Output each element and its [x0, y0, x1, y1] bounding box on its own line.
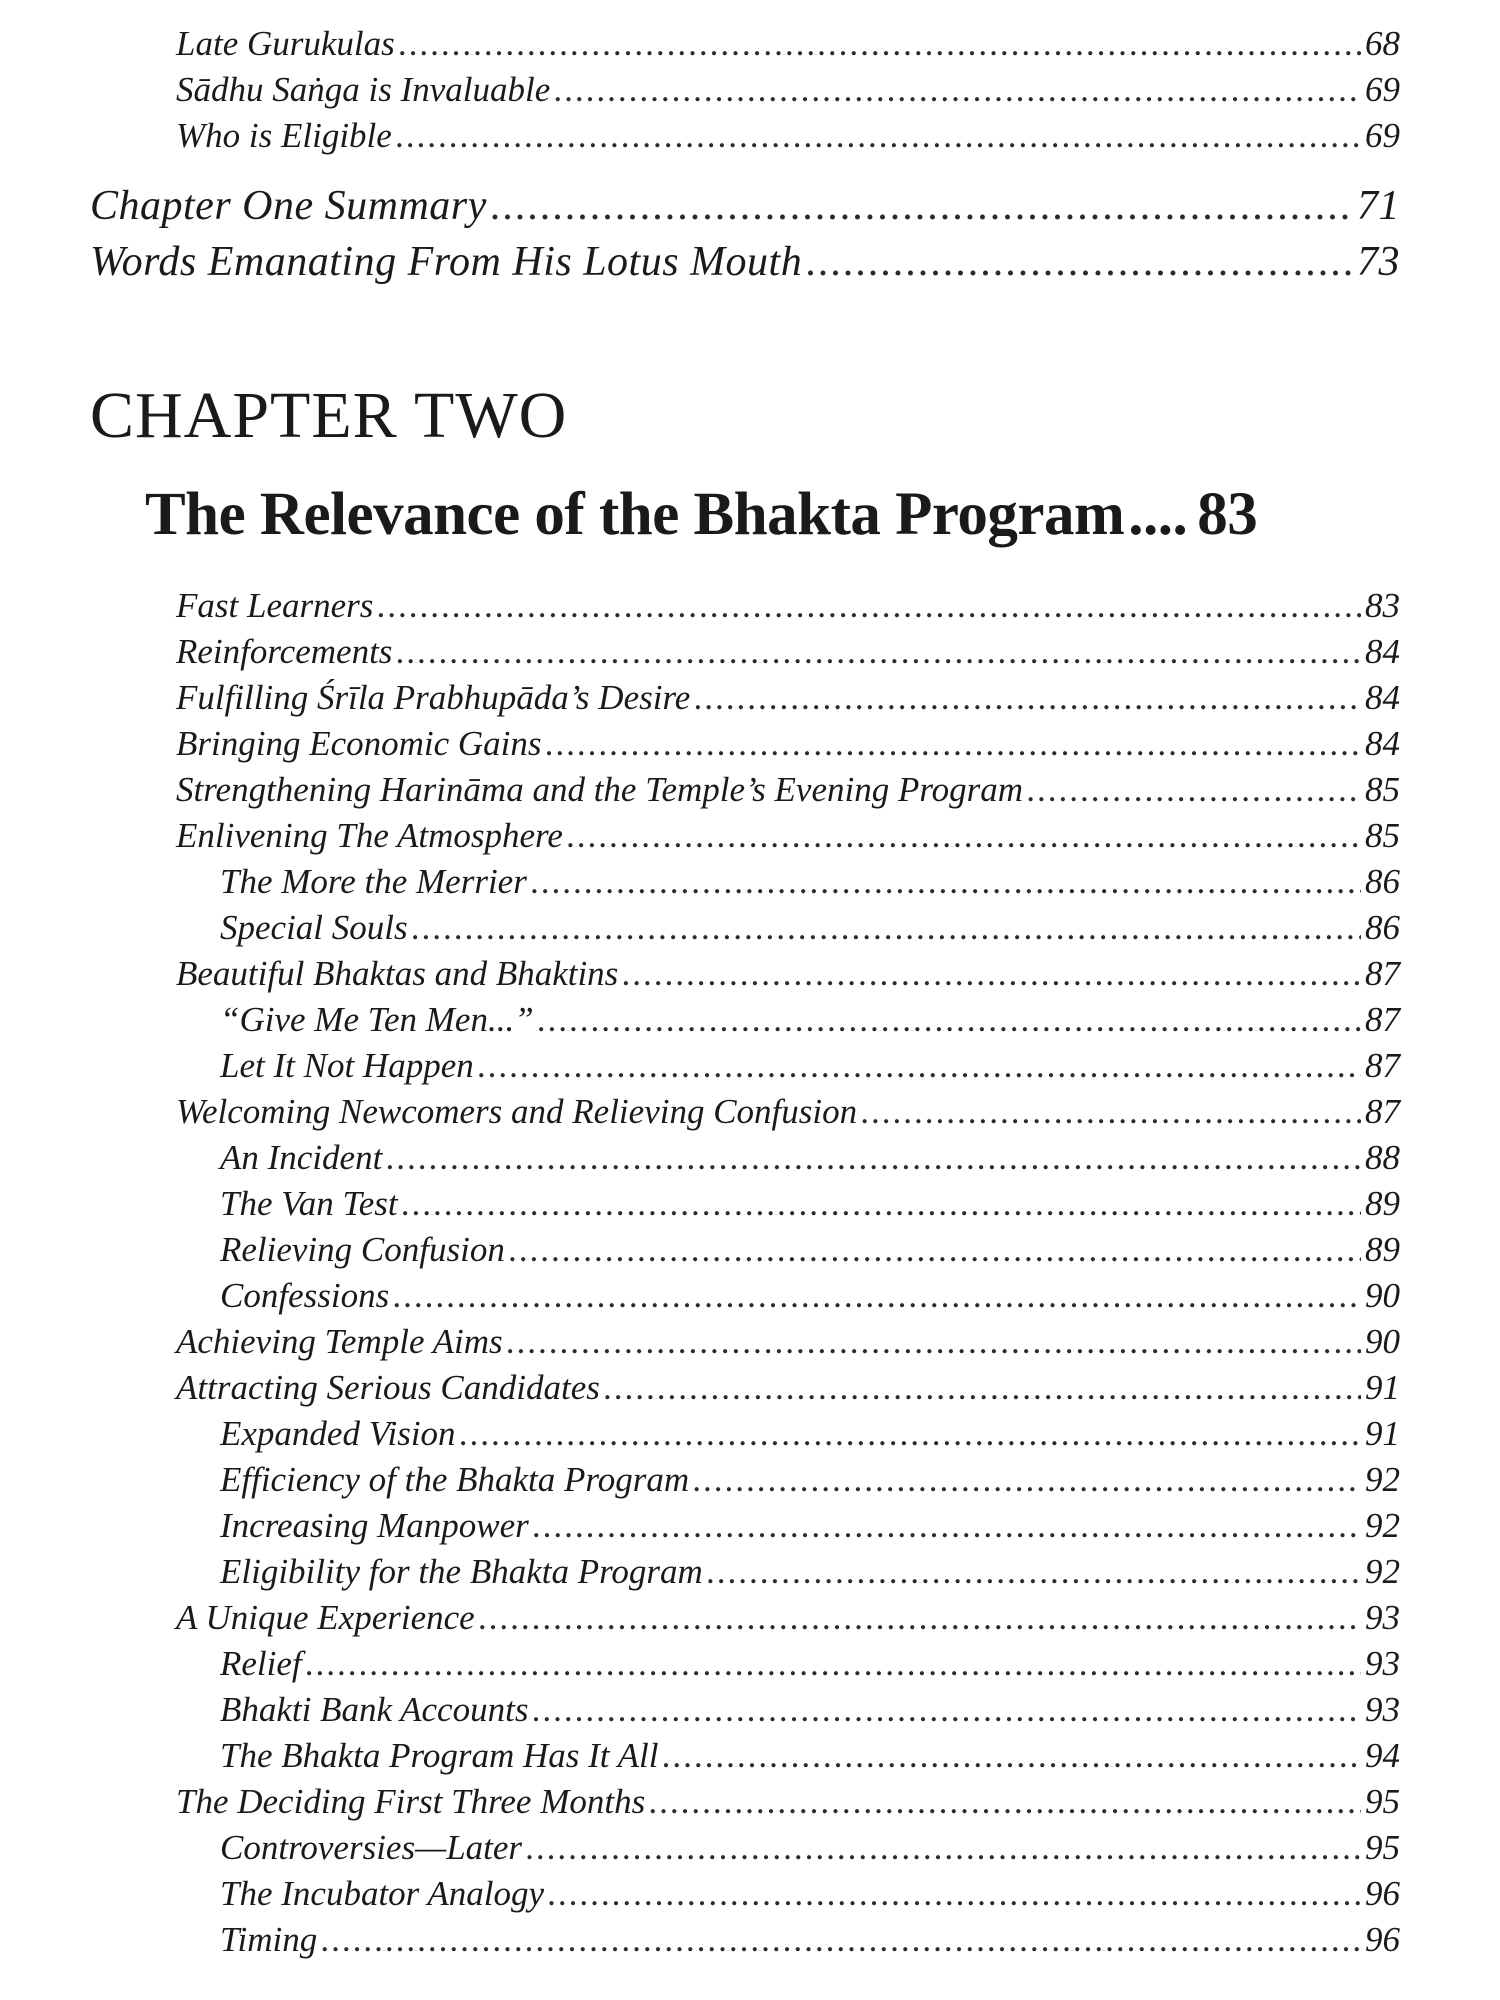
chapter-title-entry[interactable]: [145, 480, 1400, 550]
toc-entry-page: 90: [1365, 1276, 1400, 1315]
toc-entry[interactable]: [176, 1322, 1400, 1362]
dot-leader: [604, 1368, 1361, 1408]
dot-leader: [478, 1046, 1361, 1086]
toc-entry-page: 86: [1365, 908, 1400, 947]
toc-entry-title: “Give Me Ten Men...”: [220, 1000, 534, 1039]
toc-entry-title: Fulfilling Śrīla Prabhupāda’s Desire: [176, 678, 691, 717]
toc-entry-title: The More the Merrier: [220, 862, 527, 901]
toc-entry-page: 90: [1365, 1322, 1400, 1361]
toc-entry-title: The Bhakta Program Has It All: [220, 1736, 659, 1775]
toc-entry-page: 84: [1365, 724, 1400, 763]
toc-entry-major[interactable]: [90, 238, 1400, 286]
dot-leader: [396, 116, 1361, 156]
toc-entry-page: 91: [1365, 1368, 1400, 1407]
toc-entry-title: The Van Test: [220, 1184, 398, 1223]
dot-leader: [507, 1322, 1361, 1362]
toc-subentry[interactable]: [220, 1230, 1400, 1270]
toc-subentry[interactable]: [220, 1644, 1400, 1684]
toc-entry-title: Controversies—Later: [220, 1828, 523, 1867]
dot-leader: [491, 182, 1353, 230]
toc-entry-title: Beautiful Bhaktas and Bhaktins: [176, 954, 619, 993]
dot-leader: [806, 238, 1353, 286]
dot-leader: [567, 816, 1361, 856]
dot-leader: [321, 1920, 1361, 1960]
toc-entry-title: Chapter One Summary: [90, 183, 487, 229]
toc-entry[interactable]: [176, 954, 1400, 994]
dot-leader: [533, 1506, 1361, 1546]
toc-subentry[interactable]: [220, 908, 1400, 948]
dot-leader: ....: [1128, 481, 1188, 548]
toc-entry-page: 95: [1365, 1782, 1400, 1821]
toc-entry-page: 84: [1365, 678, 1400, 717]
toc-entry-page: 96: [1365, 1920, 1400, 1959]
dot-leader: [693, 1460, 1361, 1500]
toc-entry-page: 88: [1365, 1138, 1400, 1177]
dot-leader: [532, 1690, 1361, 1730]
toc-subentry[interactable]: [220, 1552, 1400, 1592]
toc-subentry[interactable]: [220, 1506, 1400, 1546]
dot-leader: [386, 1138, 1361, 1178]
toc-subentry[interactable]: [220, 1828, 1400, 1868]
toc-subentry[interactable]: [220, 1184, 1400, 1224]
toc-entry-page: 96: [1365, 1874, 1400, 1913]
toc-entry-page: 92: [1365, 1460, 1400, 1499]
toc-entry[interactable]: [176, 724, 1400, 764]
dot-leader: [479, 1598, 1361, 1638]
dot-leader: [509, 1230, 1361, 1270]
toc-entry-page: 93: [1365, 1690, 1400, 1729]
toc-subentry[interactable]: [220, 1414, 1400, 1454]
toc-entry-page: 69: [1365, 116, 1400, 155]
toc-subentry[interactable]: [220, 1874, 1400, 1914]
toc-entry[interactable]: [176, 816, 1400, 856]
toc-entry-title: Eligibility for the Bhakta Program: [220, 1552, 703, 1591]
toc-entry-title: Achieving Temple Aims: [176, 1322, 503, 1361]
toc-subentry[interactable]: [220, 1138, 1400, 1178]
dot-leader: [554, 70, 1361, 110]
toc-subentry[interactable]: [220, 1460, 1400, 1500]
toc-subentry[interactable]: [220, 1276, 1400, 1316]
dot-leader: [393, 1276, 1361, 1316]
dot-leader: [548, 1874, 1361, 1914]
toc-entry-page: 92: [1365, 1552, 1400, 1591]
toc-entry-page: 89: [1365, 1184, 1400, 1223]
toc-entry-page: 85: [1365, 816, 1400, 855]
toc-entry-title: An Incident: [220, 1138, 383, 1177]
dot-leader: [538, 1000, 1361, 1040]
toc-entry-title: Strengthening Harināma and the Temple’s Evening Program: [176, 770, 1024, 809]
toc-subentry[interactable]: [220, 1000, 1400, 1040]
toc-entry-title: Bhakti Bank Accounts: [220, 1690, 529, 1729]
toc-entry-title: Fast Learners: [176, 586, 374, 625]
toc-entry-title: Sādhu Saṅga is Invaluable: [176, 70, 551, 109]
toc-entry-title: Special Souls: [220, 908, 408, 947]
toc-entry-page: 93: [1365, 1598, 1400, 1637]
toc-entry-title: Relief: [220, 1644, 302, 1683]
chapter-title: The Relevance of the Bhakta Program: [145, 481, 1125, 548]
toc-entry[interactable]: [176, 1598, 1400, 1638]
toc-entry-title: Welcoming Newcomers and Relieving Confusion: [176, 1092, 858, 1131]
toc-subentry[interactable]: [220, 1920, 1400, 1960]
toc-entry-page: 87: [1365, 954, 1400, 993]
toc-entry-page: 89: [1365, 1230, 1400, 1269]
toc-entry-title: Increasing Manpower: [220, 1506, 529, 1545]
toc-entry-title: A Unique Experience: [176, 1598, 475, 1637]
toc-entry-title: Let It Not Happen: [220, 1046, 474, 1085]
toc-entry-title: Reinforcements: [176, 632, 393, 671]
toc-entry-page: 68: [1365, 24, 1400, 63]
toc-entry-major[interactable]: [90, 182, 1400, 230]
toc-entry[interactable]: [176, 70, 1400, 110]
toc-subentry[interactable]: [220, 1690, 1400, 1730]
toc-subentry[interactable]: [220, 1736, 1400, 1776]
toc-entry-page: 73: [1357, 239, 1400, 285]
toc-entry-page: 85: [1365, 770, 1400, 809]
dot-leader: [412, 908, 1361, 948]
toc-subentry[interactable]: [220, 862, 1400, 902]
dot-leader: [546, 724, 1361, 764]
toc-entry-title: Late Gurukulas: [176, 24, 395, 63]
toc-entry-page: 71: [1357, 183, 1400, 229]
dot-leader: [694, 678, 1361, 718]
toc-entry[interactable]: [176, 770, 1400, 810]
toc-entry-title: Expanded Vision: [220, 1414, 456, 1453]
toc-entry[interactable]: [176, 632, 1400, 672]
toc-entry-page: 95: [1365, 1828, 1400, 1867]
chapter-heading: CHAPTER TWO: [90, 379, 568, 452]
dot-leader: [1027, 770, 1361, 810]
toc-entry-page: 87: [1365, 1046, 1400, 1085]
toc-entry-page: 83: [1365, 586, 1400, 625]
dot-leader: [526, 1828, 1361, 1868]
toc-entry-page: 69: [1365, 70, 1400, 109]
toc-entry-title: Bringing Economic Gains: [176, 724, 542, 763]
toc-entry-title: Confessions: [220, 1276, 390, 1315]
toc-entry[interactable]: [176, 586, 1400, 626]
toc-entry-page: 87: [1365, 1000, 1400, 1039]
dot-leader: [460, 1414, 1361, 1454]
toc-entry-page: 87: [1365, 1092, 1400, 1131]
toc-entry[interactable]: [176, 24, 1400, 64]
dot-leader: [707, 1552, 1361, 1592]
toc-entry-title: Attracting Serious Candidates: [176, 1368, 600, 1407]
toc-entry[interactable]: [176, 678, 1400, 718]
toc-entry-page: 92: [1365, 1506, 1400, 1545]
dot-leader: [649, 1782, 1361, 1822]
dot-leader: [306, 1644, 1361, 1684]
dot-leader: [622, 954, 1361, 994]
dot-leader: [396, 632, 1361, 672]
toc-entry-title: Enlivening The Atmosphere: [176, 816, 563, 855]
toc-entry-title: Who is Eligible: [176, 116, 392, 155]
toc-entry-title: Relieving Confusion: [220, 1230, 505, 1269]
toc-entry-title: The Incubator Analogy: [220, 1874, 545, 1913]
toc-entry[interactable]: [176, 1782, 1400, 1822]
toc-entry-page: 86: [1365, 862, 1400, 901]
toc-entry-title: The Deciding First Three Months: [176, 1782, 646, 1821]
dot-leader: [531, 862, 1361, 902]
toc-entry-page: 93: [1365, 1644, 1400, 1683]
chapter-title-page: 83: [1197, 481, 1258, 548]
dot-leader: [861, 1092, 1361, 1132]
dot-leader: [402, 1184, 1361, 1224]
toc-entry[interactable]: [176, 116, 1400, 156]
toc-entry[interactable]: [176, 1368, 1400, 1408]
toc-subentry[interactable]: [220, 1046, 1400, 1086]
toc-entry-page: 84: [1365, 632, 1400, 671]
toc-entry-page: 94: [1365, 1736, 1400, 1775]
toc-entry-title: Efficiency of the Bhakta Program: [220, 1460, 690, 1499]
toc-entry-title: Words Emanating From His Lotus Mouth: [90, 239, 803, 285]
toc-entry[interactable]: [176, 1092, 1400, 1132]
toc-entry-page: 91: [1365, 1414, 1400, 1453]
toc-entry-title: Timing: [220, 1920, 318, 1959]
dot-leader: [399, 24, 1361, 64]
dot-leader: [377, 586, 1361, 626]
dot-leader: [662, 1736, 1361, 1776]
